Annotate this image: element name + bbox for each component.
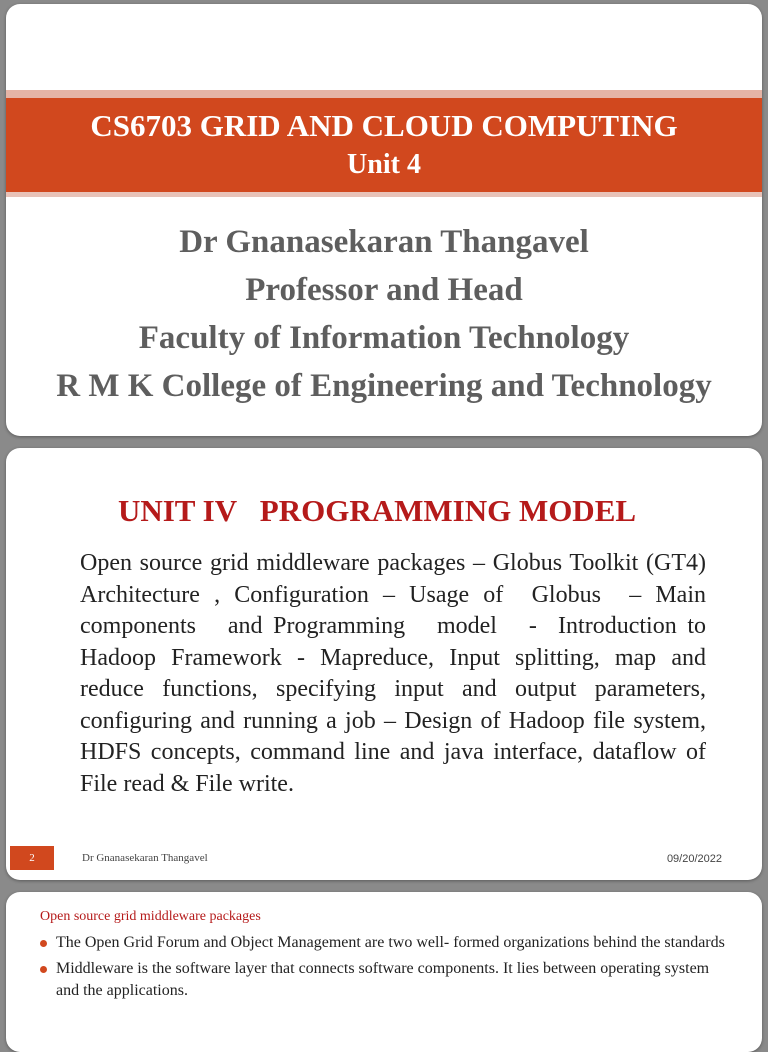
bullet-icon [40, 940, 47, 947]
author-name: Dr Gnanasekaran Thangavel [179, 224, 589, 260]
unit-heading: UNIT IV PROGRAMMING MODEL [117, 493, 637, 528]
slide-number-badge: 2 [10, 846, 54, 870]
author-college: R M K College of Engineering and Technology [56, 368, 712, 404]
footer-date: 09/20/2022 [666, 853, 722, 865]
unit-subtitle: Unit 4 [347, 149, 421, 180]
list-item [36, 932, 736, 954]
middleware-slide [6, 892, 762, 1052]
bullet-icon [40, 966, 47, 973]
bullet-text: Middleware is the software layer that connects software components. It lies between operating system and the applications. [56, 960, 710, 999]
syllabus-slide [6, 448, 762, 880]
middleware-heading: Open source grid middleware packages [40, 909, 261, 924]
author-block [6, 218, 762, 410]
author-faculty: Faculty of Information Technology [138, 320, 630, 356]
bullet-text: The Open Grid Forum and Object Management are two well- formed organizations behind the standards [56, 934, 725, 951]
title-band-bottom-stripe [6, 192, 762, 197]
author-position: Professor and Head [245, 272, 523, 308]
list-item [36, 958, 736, 1002]
title-slide [6, 4, 762, 436]
title-band-top-stripe [6, 90, 762, 98]
syllabus-body: Open source grid middleware packages – Globus Toolkit (GT4) Architecture , Configuration – Usage of Globus – Main components and Programming model - Introduction to Hadoop Framework - Mapreduce, Input splitting, map and reduce functions, specifying input and output parameters, configuring and running a job – Design of Hadoop file system, HDFS concepts, command line and java interface, dataflow of File read & File write. [80, 550, 712, 797]
footer-author: Dr Gnanasekaran Thangavel [82, 852, 208, 864]
course-title: CS6703 GRID AND CLOUD COMPUTING [90, 108, 678, 143]
bullet-list [36, 932, 736, 1006]
